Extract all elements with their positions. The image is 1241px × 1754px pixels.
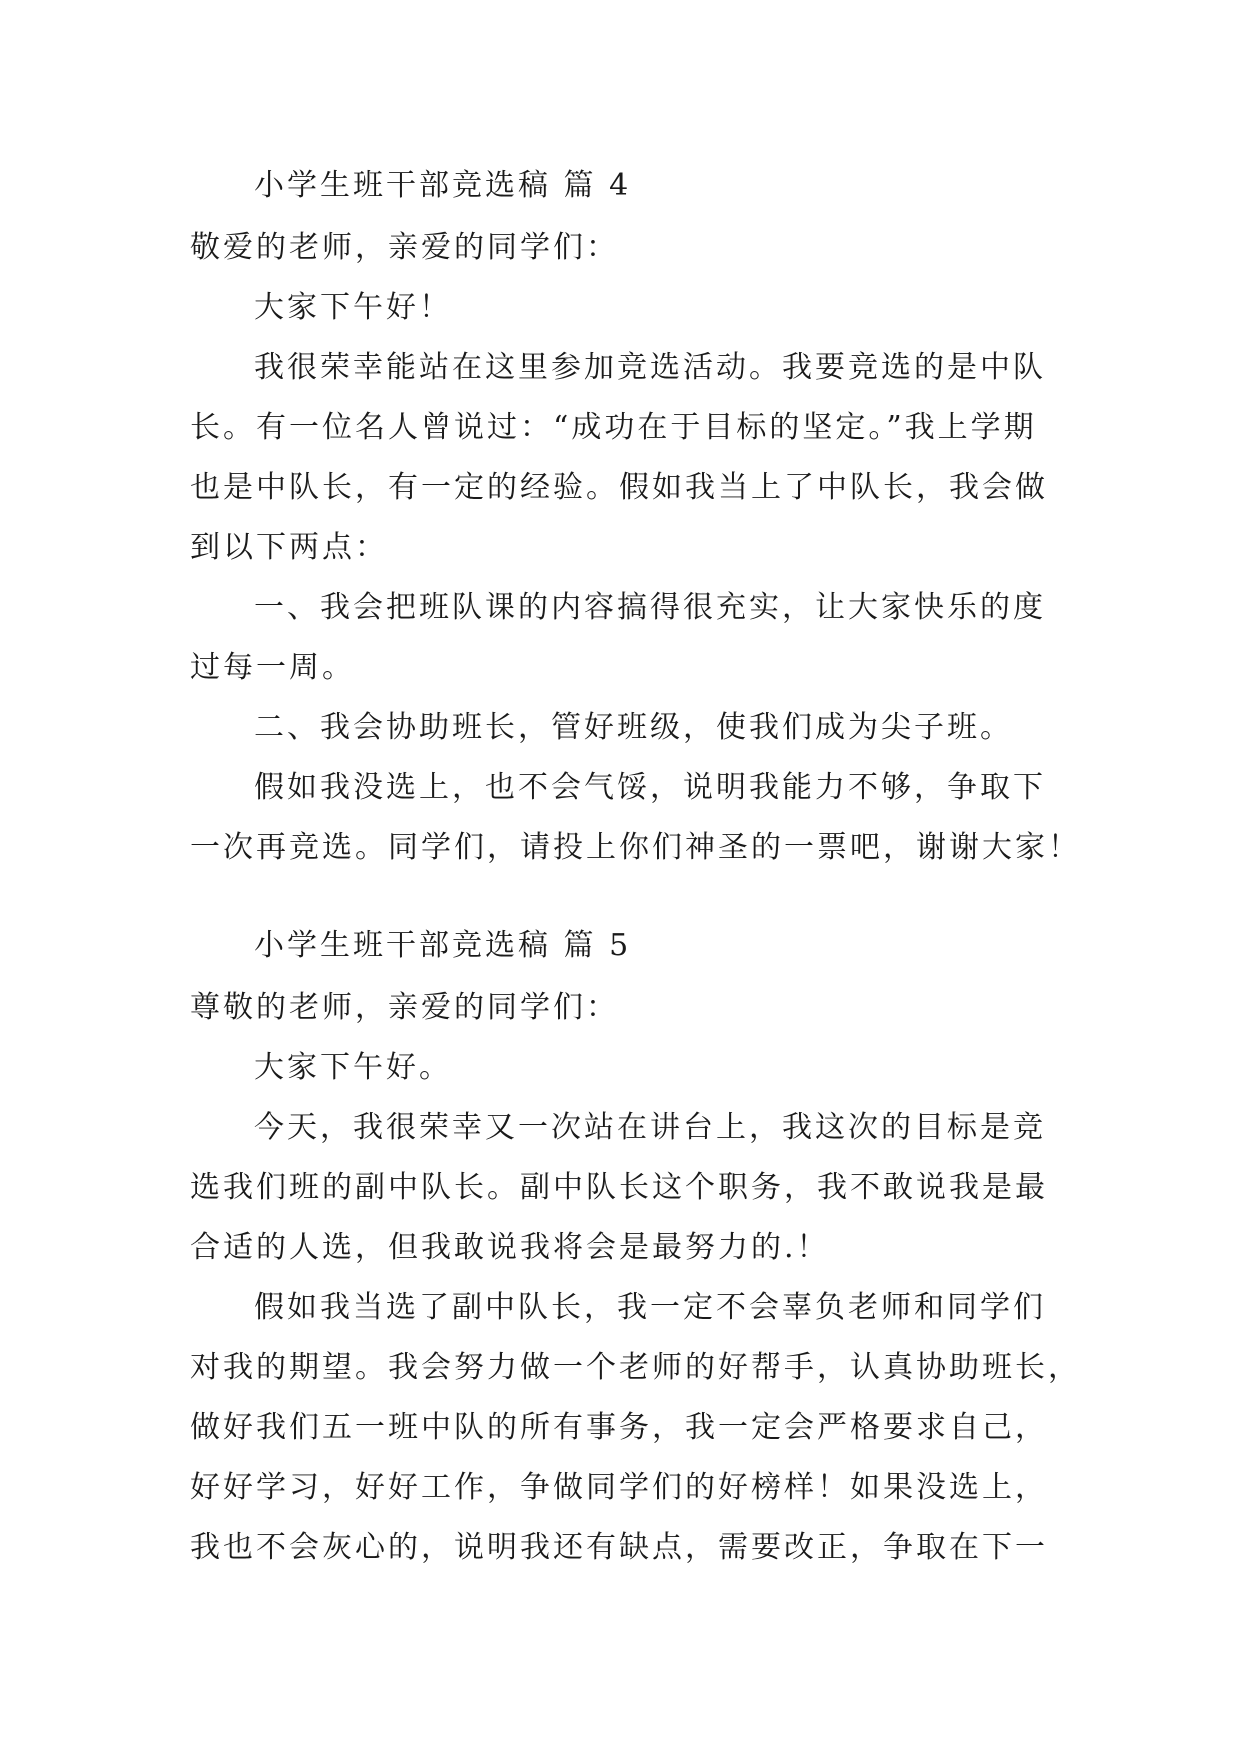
paragraph-line: 一次再竞选。同学们，请投上你们神圣的一票吧，谢谢大家！ — [190, 830, 1081, 865]
paragraph-line: 我也不会灰心的，说明我还有缺点，需要改正，争取在下一 — [190, 1530, 1048, 1565]
salutation: 敬爱的老师，亲爱的同学们： — [190, 230, 619, 265]
paragraph-line: 二、我会协助班长，管好班级，使我们成为尖子班。 — [254, 710, 1013, 745]
paragraph-line: 长。有一位名人曾说过：“成功在于目标的坚定。”我上学期 — [190, 410, 1037, 445]
paragraph-line: 一、我会把班队课的内容搞得很充实，让大家快乐的度 — [254, 590, 1046, 625]
paragraph-line: 好好学习，好好工作，争做同学们的好榜样！如果没选上， — [190, 1470, 1048, 1505]
greeting: 大家下午好！ — [254, 290, 452, 325]
salutation: 尊敬的老师，亲爱的同学们： — [190, 990, 619, 1025]
paragraph-line: 合适的人选，但我敢说我将会是最努力的.！ — [190, 1230, 830, 1265]
paragraph-line: 假如我当选了副中队长，我一定不会辜负老师和同学们 — [254, 1290, 1046, 1325]
section-title: 小学生班干部竞选稿 篇 4 — [254, 168, 632, 203]
section-title: 小学生班干部竞选稿 篇 5 — [254, 928, 632, 963]
paragraph-line: 我很荣幸能站在这里参加竞选活动。我要竞选的是中队 — [254, 350, 1046, 385]
paragraph-line: 假如我没选上，也不会气馁，说明我能力不够，争取下 — [254, 770, 1046, 805]
greeting: 大家下午好。 — [254, 1050, 452, 1085]
paragraph-line: 今天，我很荣幸又一次站在讲台上，我这次的目标是竞 — [254, 1110, 1046, 1145]
paragraph-line: 到以下两点： — [190, 530, 388, 565]
paragraph-line: 对我的期望。我会努力做一个老师的好帮手，认真协助班长， — [190, 1350, 1081, 1385]
paragraph-line: 也是中队长，有一定的经验。假如我当上了中队长，我会做 — [190, 470, 1048, 505]
paragraph-line: 选我们班的副中队长。副中队长这个职务，我不敢说我是最 — [190, 1170, 1048, 1205]
paragraph-line: 做好我们五一班中队的所有事务，我一定会严格要求自己， — [190, 1410, 1048, 1445]
paragraph-line: 过每一周。 — [190, 650, 355, 685]
